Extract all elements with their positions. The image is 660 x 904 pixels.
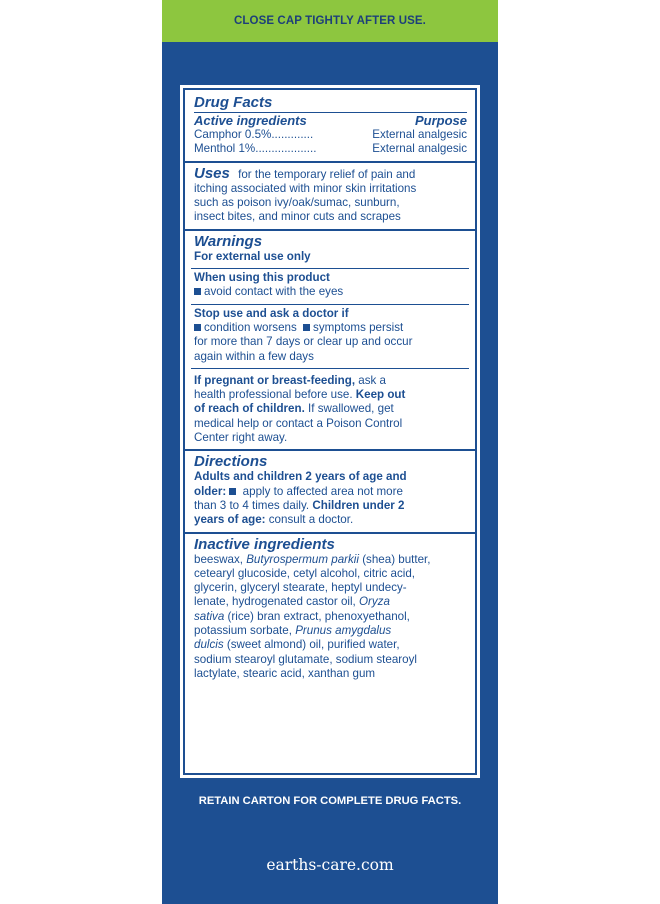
inactive-text: beeswax, <box>194 552 247 566</box>
warnings-section <box>185 231 475 268</box>
stop-line: again within a few days <box>194 349 314 363</box>
active-name: Menthol 1%................... <box>194 142 317 156</box>
carton-panel <box>162 0 498 904</box>
swallowed-text: If swallowed, get <box>304 402 394 416</box>
inactive-text: (rice) bran extract, phenoxyethanol, <box>224 609 410 623</box>
active-row <box>194 142 467 156</box>
inactive-text: potassium sorbate, <box>194 624 296 638</box>
when-using-item: avoid contact with the eyes <box>204 285 344 299</box>
inactive-heading: Inactive ingredients <box>194 535 335 553</box>
inactive-latin: dulcis <box>194 638 224 652</box>
directions-heading: Directions <box>194 453 268 471</box>
stop-item: symptoms persist <box>313 320 404 334</box>
warnings-heading: Warnings <box>194 232 263 250</box>
active-purpose: External analgesic <box>372 128 467 141</box>
directions-line: Adults and children 2 years of age and <box>194 470 407 484</box>
inactive-text: (shea) butter, <box>358 552 431 566</box>
external-use: For external use only <box>194 249 311 263</box>
directions-children: Children under 2 <box>309 498 405 512</box>
inactive-line: glycerin, glyceryl stearate, heptyl undecy- <box>194 581 407 595</box>
inactive-latin: Oryza <box>359 595 390 609</box>
inactive-line: sodium stearoyl glutamate, sodium stearoyl <box>194 652 417 666</box>
bullet-square-icon <box>194 288 201 295</box>
uses-heading: Uses <box>194 164 230 182</box>
when-using-section <box>185 269 475 304</box>
uses-line: such as poison ivy/oak/sumac, sunburn, <box>194 196 400 210</box>
active-row <box>194 128 467 142</box>
reach-children-bold: of reach of children. <box>194 402 305 416</box>
active-heading: Active ingredients <box>194 113 307 128</box>
keep-out-bold: Keep out <box>352 388 406 402</box>
active-header-row <box>194 112 467 128</box>
stop-line: for more than 7 days or clear up and occur <box>194 335 413 349</box>
banner-text: CLOSE CAP TIGHTLY AFTER USE. <box>234 15 426 27</box>
bullet-square-icon <box>194 324 201 331</box>
inactive-latin: sativa <box>194 609 225 623</box>
top-banner <box>162 0 498 42</box>
pregnant-line2: health professional before use. <box>194 388 353 402</box>
directions-section <box>185 451 475 531</box>
inactive-line: lactylate, stearic acid, xanthan gum <box>194 666 376 680</box>
uses-line: insect bites, and minor cuts and scrapes <box>194 210 401 224</box>
directions-times: than 3 to 4 times daily. <box>194 498 310 512</box>
inactive-line: cetearyl glucoside, cetyl alcohol, citric acid, <box>194 566 416 580</box>
inactive-section <box>185 534 475 686</box>
directions-consult: consult a doctor. <box>265 513 354 527</box>
inactive-text: lenate, hydrogenated castor oil, <box>194 595 359 609</box>
stop-use-section <box>185 305 475 368</box>
purpose-heading: Purpose <box>414 113 467 128</box>
drug-facts-inner <box>183 88 477 775</box>
active-name: Camphor 0.5%............. <box>194 128 314 141</box>
directions-age: years of age: <box>194 513 266 527</box>
pregnant-rest: ask a <box>355 373 386 387</box>
pregnant-bold: If pregnant or breast-feeding, <box>194 373 356 387</box>
retain-carton-text: RETAIN CARTON FOR COMPLETE DRUG FACTS. <box>198 795 462 807</box>
bullet-square-icon <box>229 488 236 495</box>
directions-older: older: <box>194 484 227 498</box>
stop-item: condition worsens <box>204 320 297 334</box>
active-section <box>185 90 475 161</box>
pregnancy-section <box>185 369 475 449</box>
poison-control-line: medical help or contact a Poison Control <box>194 416 403 430</box>
uses-line: itching associated with minor skin irritations <box>194 181 417 195</box>
directions-apply: apply to affected area not more <box>239 484 403 498</box>
drug-facts-title: Drug Facts <box>194 94 273 111</box>
stop-use-heading: Stop use and ask a doctor if <box>194 306 349 320</box>
when-using-heading: When using this product <box>194 271 330 285</box>
drug-facts-panel <box>178 83 482 780</box>
uses-section <box>185 163 475 229</box>
inactive-latin: Butyrospermum parkii <box>246 552 359 566</box>
uses-text: for the temporary relief of pain and <box>238 167 416 181</box>
right-away-line: Center right away. <box>194 431 288 445</box>
active-purpose: External analgesic <box>372 142 467 156</box>
website-url: earths-care.com <box>266 856 394 874</box>
banner-underline <box>162 42 498 48</box>
inactive-latin: Prunus amygdalus <box>295 624 392 638</box>
bullet-square-icon <box>303 324 310 331</box>
inactive-text: (sweet almond) oil, purified water, <box>223 638 400 652</box>
